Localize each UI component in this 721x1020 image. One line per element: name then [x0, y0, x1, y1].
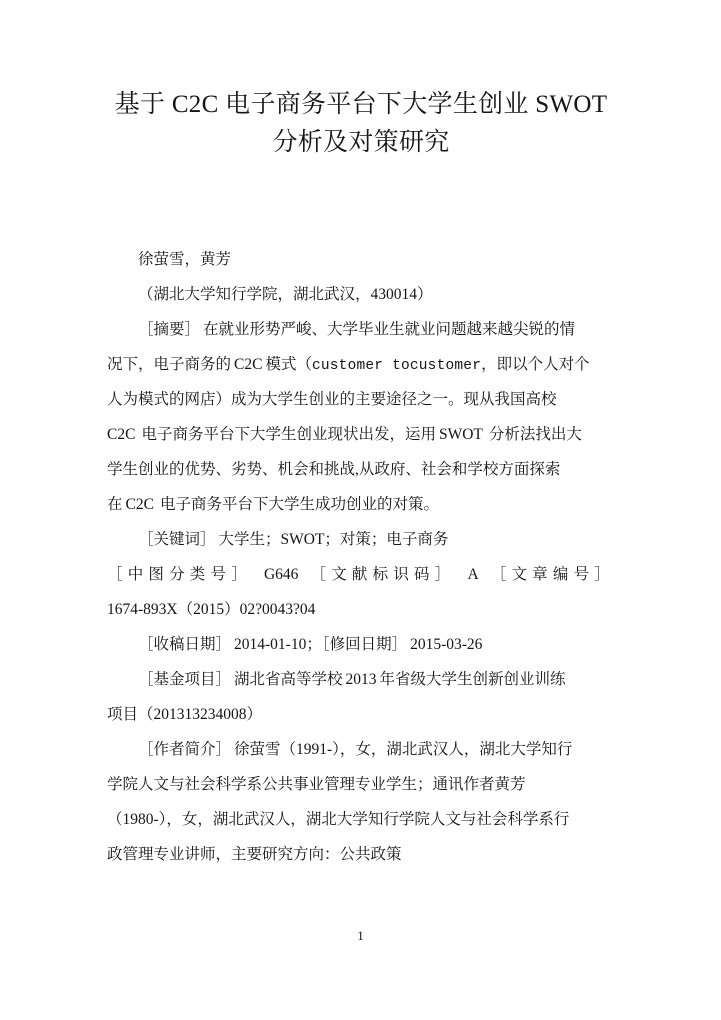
article-id-label: ［文章编号］: [490, 566, 615, 583]
page-number: 1: [357, 928, 364, 943]
abstract-text-1: 在就业形势严峻、大学毕业生就业问题越来越尖锐的情: [203, 321, 576, 338]
abstract-line-1: [107, 312, 615, 347]
abstract-line-3: 人为模式的网店）成为大学生创业的主要途径之一。现从我国高校: [107, 391, 557, 408]
abstract-swot: SWOT: [438, 426, 483, 443]
fund-year: 2013: [345, 671, 377, 688]
abstract-line-6: [107, 487, 615, 522]
abstract-c2c-2: C2C: [107, 426, 136, 443]
clc-label: ［中图分类号］: [107, 566, 252, 583]
abstract-text-6a: 在: [107, 496, 123, 513]
fund-line-2: 项目（201313234008）: [107, 706, 263, 723]
fund-text-a: 湖北省高等学校: [234, 671, 343, 688]
authors-block: [107, 162, 615, 312]
abstract-text-6b: 电子商务平台下大学生成功创业的对策。: [159, 496, 439, 513]
keywords-block: [107, 522, 615, 557]
bio-text-1: 徐萤雪（1991-），女，湖北武汉人，湖北大学知行: [234, 741, 573, 758]
abstract-block: [107, 312, 615, 522]
abstract-c2c-expansion: customer tocustomer: [311, 358, 482, 374]
keywords-value: 大学生；SWOT；对策；电子商务: [218, 531, 449, 548]
classification-line: [107, 557, 615, 592]
abstract-c2c-3: C2C: [125, 496, 154, 513]
abstract-c2c-1: C2C: [234, 356, 263, 373]
title-line-1: 基于 C2C 电子商务平台下大学生创业 SWOT: [114, 91, 608, 118]
bio-label: ［作者简介］: [138, 741, 232, 758]
keywords-label: ［关键词］: [138, 531, 216, 548]
abstract-label: ［摘要］: [138, 321, 201, 338]
abstract-text-2c: ，即以个人对个: [481, 356, 590, 373]
fund-line-1: [107, 662, 615, 697]
document-code-value: A: [467, 566, 479, 583]
page-content: [107, 0, 615, 872]
bio-line-2: 学院人文与社会科学系公共事业管理专业学生；通讯作者黄芳: [107, 776, 526, 793]
title-line-2: 分析及对策研究: [272, 129, 450, 156]
bio-line-3: （1980-），女，湖北武汉人，湖北大学知行学院人文与社会科学系行: [107, 811, 570, 828]
abstract-line-2: [107, 347, 615, 382]
fund-label: ［基金项目］: [138, 671, 232, 688]
fund-text-b: 年省级大学生创新创业训练: [379, 671, 566, 688]
revised-date-label: ［修回日期］: [321, 636, 408, 653]
document-code-label: ［文献标识码］: [310, 566, 456, 583]
bio-line-4: 政管理专业讲师，主要研究方向：公共政策: [107, 846, 402, 863]
article-id-value: 1674-893X（2015）02?0043?04: [107, 601, 316, 618]
received-date-value: 2014-01-10；: [234, 636, 322, 653]
clc-value: G646: [263, 566, 299, 583]
keywords-line: [107, 522, 615, 557]
abstract-text-4c: 分析法找出大: [488, 426, 582, 443]
abstract-text-2a: 况下，电子商务的: [107, 356, 232, 373]
page-title: [107, 0, 615, 162]
bio-line-1: [107, 732, 615, 767]
abstract-line-5: 学生创业的优势、劣势、机会和挑战,从政府、社会和学校方面探索: [107, 461, 561, 478]
author-names: 徐萤雪，黄芳: [138, 251, 232, 268]
abstract-text-2b: 模式（: [265, 356, 312, 373]
classification-block: [107, 557, 615, 627]
revised-date-value: 2015-03-26: [410, 636, 483, 653]
abstract-line-4: [107, 417, 615, 452]
received-date-label: ［收稿日期］: [138, 636, 232, 653]
dates-line: [107, 627, 615, 662]
affiliation: （湖北大学知行学院，湖北武汉，430014）: [138, 286, 433, 303]
notes-block: [107, 627, 615, 872]
abstract-text-4b: 电子商务平台下大学生创业现状出发，运用: [141, 426, 436, 443]
